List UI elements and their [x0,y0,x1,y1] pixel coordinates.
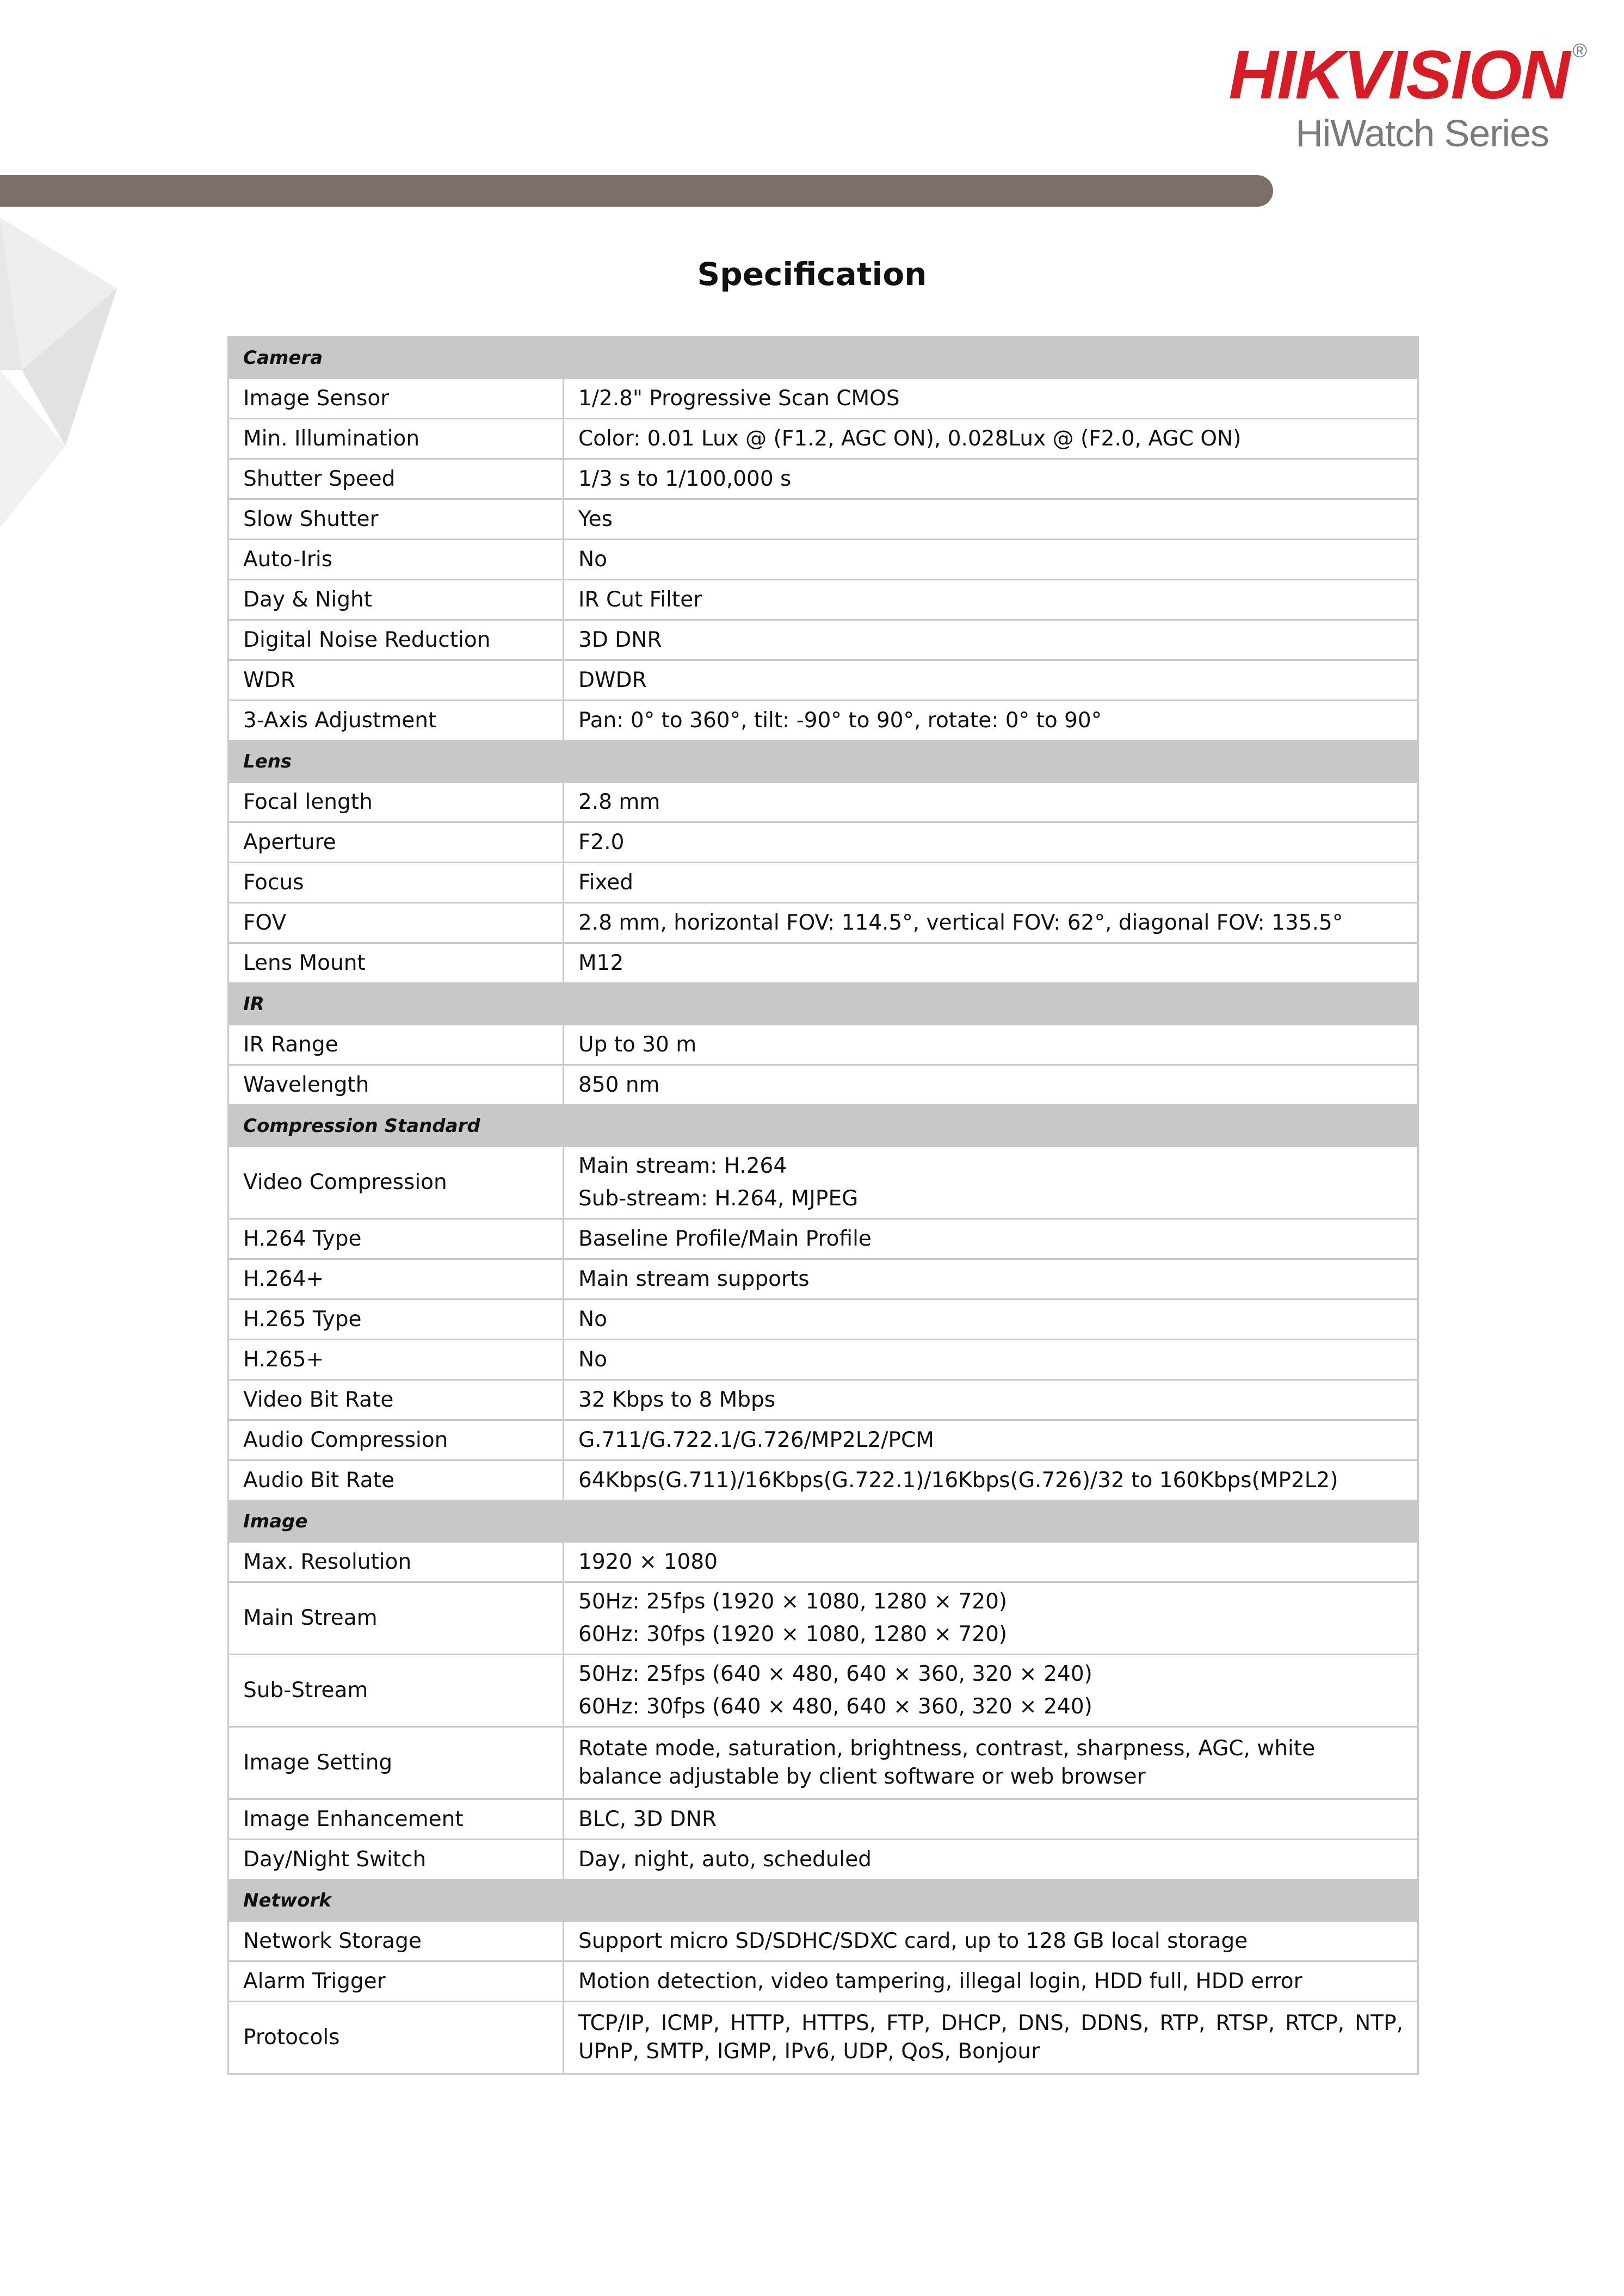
spec-row-max-resolution [229,1542,1418,1582]
spec-row-main-stream [229,1582,1418,1655]
section-spacer [564,337,1418,379]
spec-row-fov [229,903,1418,943]
spec-row-digital-noise-reduction [229,620,1418,660]
spec-row-focal-length [229,782,1418,822]
spec-label: Digital Noise Reduction [229,620,564,660]
spec-row-audio-compression [229,1420,1418,1460]
section-spacer [564,1105,1418,1147]
spec-row-3-axis-adjustment [229,701,1418,741]
spec-value-line: Sub-stream: H.264, MJPEG [578,1186,859,1211]
spec-label: H.265 Type [229,1299,564,1340]
spec-row-video-bit-rate [229,1380,1418,1420]
spec-value: Pan: 0° to 360°, tilt: -90° to 90°, rotate: 0° to 90° [564,701,1418,741]
spec-row-audio-bit-rate [229,1460,1418,1501]
spec-value: 1/2.8" Progressive Scan CMOS [564,379,1418,419]
brand-logo [1228,36,1586,155]
section-title: Camera [229,337,564,379]
section-title: Image [229,1501,564,1542]
spec-table [227,336,1419,2075]
spec-value [564,1655,1418,1727]
spec-row-day-night [229,580,1418,620]
spec-label: Wavelength [229,1065,564,1105]
spec-row-ir-range [229,1025,1418,1065]
spec-value-line: 50Hz: 25fps (1920 × 1080, 1280 × 720) [578,1589,1008,1614]
spec-label: Min. Illumination [229,419,564,459]
spec-label: Focus [229,863,564,903]
spec-row-image-sensor [229,379,1418,419]
spec-row-aperture [229,822,1418,863]
spec-value: Day, night, auto, scheduled [564,1840,1418,1880]
spec-value: Color: 0.01 Lux @ (F1.2, AGC ON), 0.028Lux @ (F2.0, AGC ON) [564,419,1418,459]
spec-value: TCP/IP, ICMP, HTTP, HTTPS, FTP, DHCP, DNS, DDNS, RTP, RTSP, RTCP, NTP, UPnP, SMTP, IGMP, IPv6, UDP, QoS, Bonjour [564,2002,1418,2074]
spec-label: H.265+ [229,1340,564,1380]
spec-label: FOV [229,903,564,943]
spec-label: WDR [229,660,564,701]
spec-value: 1/3 s to 1/100,000 s [564,459,1418,499]
spec-row-protocols [229,2002,1418,2074]
registered-mark: ® [1572,39,1586,61]
spec-value: Baseline Profile/Main Profile [564,1219,1418,1259]
header-bar [0,175,1273,207]
section-header-camera [229,337,1418,379]
section-spacer [564,983,1418,1025]
spec-label: Max. Resolution [229,1542,564,1582]
spec-label: Video Compression [229,1147,564,1219]
spec-row-h-264-type [229,1219,1418,1259]
spec-value [564,1147,1418,1219]
spec-row-day-night-switch [229,1840,1418,1880]
spec-row-h-264 [229,1259,1418,1299]
spec-value: No [564,540,1418,580]
spec-label: Auto-Iris [229,540,564,580]
spec-value-line: 50Hz: 25fps (640 × 480, 640 × 360, 320 × 240) [578,1662,1092,1686]
spec-label: Audio Bit Rate [229,1460,564,1501]
spec-row-auto-iris [229,540,1418,580]
spec-label: 3-Axis Adjustment [229,701,564,741]
spec-value: M12 [564,943,1418,983]
spec-value: Up to 30 m [564,1025,1418,1065]
spec-value: G.711/G.722.1/G.726/MP2L2/PCM [564,1420,1418,1460]
spec-value-line: Main stream: H.264 [578,1154,787,1178]
spec-row-sub-stream [229,1655,1418,1727]
page-title: Specification [697,256,927,293]
spec-value: DWDR [564,660,1418,701]
spec-label: Audio Compression [229,1420,564,1460]
spec-value: 850 nm [564,1065,1418,1105]
spec-label: Shutter Speed [229,459,564,499]
spec-label: Video Bit Rate [229,1380,564,1420]
spec-row-lens-mount [229,943,1418,983]
spec-row-h-265 [229,1340,1418,1380]
spec-row-image-setting [229,1727,1418,1799]
section-title: Compression Standard [229,1105,564,1147]
spec-label: Image Enhancement [229,1799,564,1840]
spec-row-network-storage [229,1921,1418,1961]
spec-row-alarm-trigger [229,1961,1418,2002]
spec-row-min-illumination [229,419,1418,459]
spec-label: Focal length [229,782,564,822]
spec-label: Image Setting [229,1727,564,1799]
spec-row-focus [229,863,1418,903]
spec-row-video-compression [229,1147,1418,1219]
spec-row-image-enhancement [229,1799,1418,1840]
section-spacer [564,1501,1418,1542]
spec-label: Network Storage [229,1921,564,1961]
spec-label: Alarm Trigger [229,1961,564,2002]
section-title: Lens [229,741,564,782]
spec-label: Protocols [229,2002,564,2074]
spec-label: H.264 Type [229,1219,564,1259]
spec-value: Yes [564,499,1418,540]
spec-value: Rotate mode, saturation, brightness, contrast, sharpness, AGC, white balance adjustable by client software or web browser [564,1727,1418,1799]
section-spacer [564,741,1418,782]
section-title: Network [229,1880,564,1921]
spec-row-wdr [229,660,1418,701]
spec-value: 1920 × 1080 [564,1542,1418,1582]
spec-value: Main stream supports [564,1259,1418,1299]
spec-label: Sub-Stream [229,1655,564,1727]
spec-label: H.264+ [229,1259,564,1299]
spec-value: Support micro SD/SDHC/SDXC card, up to 128 GB local storage [564,1921,1418,1961]
spec-value: 32 Kbps to 8 Mbps [564,1380,1418,1420]
spec-value-line: 60Hz: 30fps (640 × 480, 640 × 360, 320 × 240) [578,1694,1092,1719]
spec-label: Aperture [229,822,564,863]
brand-name: HIKVISION ® [1228,36,1586,113]
spec-value: No [564,1340,1418,1380]
spec-value: 64Kbps(G.711)/16Kbps(G.722.1)/16Kbps(G.726)/32 to 160Kbps(MP2L2) [564,1460,1418,1501]
spec-row-wavelength [229,1065,1418,1105]
spec-label: Main Stream [229,1582,564,1655]
spec-label: Image Sensor [229,379,564,419]
spec-value: Fixed [564,863,1418,903]
section-header-lens [229,741,1418,782]
spec-label: Slow Shutter [229,499,564,540]
spec-value: Motion detection, video tampering, illegal login, HDD full, HDD error [564,1961,1418,2002]
spec-label: IR Range [229,1025,564,1065]
spec-row-slow-shutter [229,499,1418,540]
spec-row-h-265-type [229,1299,1418,1340]
spec-value: BLC, 3D DNR [564,1799,1418,1840]
section-header-ir [229,983,1418,1025]
spec-value-line: 60Hz: 30fps (1920 × 1080, 1280 × 720) [578,1622,1008,1647]
section-header-network [229,1880,1418,1921]
spec-value [564,1582,1418,1655]
spec-label: Day/Night Switch [229,1840,564,1880]
spec-value: 3D DNR [564,620,1418,660]
spec-value: No [564,1299,1418,1340]
section-title: IR [229,983,564,1025]
section-spacer [564,1880,1418,1921]
spec-value: IR Cut Filter [564,580,1418,620]
section-header-compression-standard [229,1105,1418,1147]
spec-row-shutter-speed [229,459,1418,499]
spec-value: 2.8 mm [564,782,1418,822]
spec-value: 2.8 mm, horizontal FOV: 114.5°, vertical FOV: 62°, diagonal FOV: 135.5° [564,903,1418,943]
spec-value: F2.0 [564,822,1418,863]
spec-label: Day & Night [229,580,564,620]
series-name: HiWatch Series [1295,112,1549,154]
spec-label: Lens Mount [229,943,564,983]
section-header-image [229,1501,1418,1542]
